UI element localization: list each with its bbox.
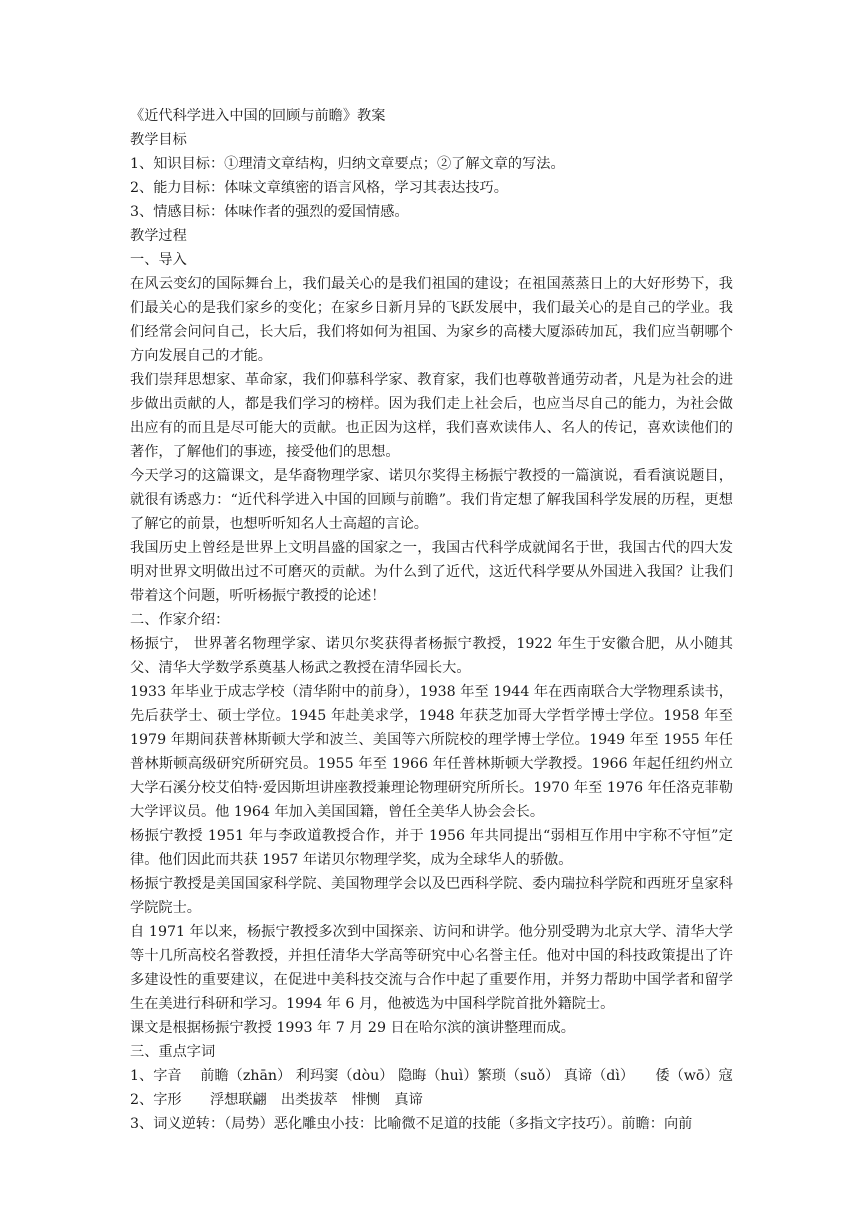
- paragraph: 1933 年毕业于成志学校（清华附中的前身），1938 年至 1944 年在西南联合大学物理系读书，先后获学士、硕士学位。1945 年赴美求学，1948 年获芝加哥大学哲学博士学位。1958 年至 1979 年期间获普林斯顿大学和波兰、美国等六所院校的理学博士学位。1949 年至 1955 年任普林斯顿高级研究所研究员。1955 年至 1966 年任普林斯顿大学教授。1966 年起任纽约州立大学石溪分校艾伯特·爱因斯坦讲座教授兼理论物理研究所所长。1970 年至 1976 年任洛克菲勒大学评议员。他 1964 年加入美国国籍，曾任全美华人协会会长。: [130, 684, 733, 820]
- goal-knowledge: 1、知识目标：①理清文章结构，归纳文章要点；②了解文章的写法。: [130, 156, 565, 172]
- heading-teaching-process: 教学过程: [130, 228, 187, 244]
- heading-author-intro: 二、作家介绍：: [130, 612, 230, 628]
- paragraph: 我国历史上曾经是世界上文明昌盛的国家之一，我国古代科学成就闻名于世，我国古代的四大发明对世界文明做出过不可磨灭的贡献。为什么到了近代，这近代科学要从外国进入我国？让我们带着这个问题，听听杨振宁教授的论述！: [130, 540, 733, 604]
- key-words-characters: 2、字形 浮想联翩 出类拔萃 悱恻 真谛: [130, 1092, 423, 1108]
- paragraph: 课文是根据杨振宁教授 1993 年 7 月 29 日在哈尔滨的演讲整理而成。: [130, 1020, 575, 1036]
- paragraph: 杨振宁， 世界著名物理学家、诺贝尔奖获得者杨振宁教授，1922 年生于安徽合肥，从小随其父、清华大学数学系奠基人杨武之教授在清华园长大。: [130, 636, 733, 676]
- heading-teaching-goals: 教学目标: [130, 132, 187, 148]
- key-words-pronunciation: 1、字音 前瞻（zhān） 利玛窦（dòu） 隐晦（huì）繁琐（suǒ） 真谛（dì） 倭（wō）寇: [130, 1068, 733, 1084]
- document-body: [130, 104, 733, 1136]
- paragraph: 自 1971 年以来，杨振宁教授多次到中国探亲、访问和讲学。他分别受聘为北京大学、清华大学等十几所高校名誉教授，并担任清华大学高等研究中心名誉主任。他对中国的科技政策提出了许多建设性的重要建议，在促进中美科技交流与合作中起了重要作用，并努力帮助中国学者和留学生在美进行科研和学习。1994 年 6 月，他被选为中国科学院首批外籍院士。: [130, 924, 733, 1012]
- heading-key-words: 三、重点字词: [130, 1044, 216, 1060]
- paragraph: 杨振宁教授是美国国家科学院、美国物理学会以及巴西科学院、委内瑞拉科学院和西班牙皇家科学院院士。: [130, 876, 733, 916]
- goal-emotion: 3、情感目标：体味作者的强烈的爱国情感。: [130, 204, 409, 220]
- paragraph: 今天学习的这篇课文，是华裔物理学家、诺贝尔奖得主杨振宁教授的一篇演说，看看演说题目，就很有诱惑力：“近代科学进入中国的回顾与前瞻”。我们肯定想了解我国科学发展的历程，更想了解它的前景，也想听听知名人士高超的言论。: [130, 468, 733, 532]
- paragraph: 在风云变幻的国际舞台上，我们最关心的是我们祖国的建设；在祖国蒸蒸日上的大好形势下，我们最关心的是我们家乡的变化；在家乡日新月异的飞跃发展中，我们最关心的是自己的学业。我们经常会问问自己，长大后，我们将如何为祖国、为家乡的高楼大厦添砖加瓦，我们应当朝哪个方向发展自己的才能。: [130, 276, 733, 364]
- heading-introduction: 一、导入: [130, 252, 187, 268]
- paragraph: 我们崇拜思想家、革命家，我们仰慕科学家、教育家，我们也尊敬普通劳动者，凡是为社会的进步做出贡献的人，都是我们学习的榜样。因为我们走上社会后，也应当尽自己的能力，为社会做出应有的而且是尽可能大的贡献。也正因为这样，我们喜欢读伟人、名人的传记，喜欢读他们的著作，了解他们的事迹，接受他们的思想。: [130, 372, 733, 460]
- paragraph: 杨振宁教授 1951 年与李政道教授合作，并于 1956 年共同提出“弱相互作用中宇称不守恒”定律。他们因此而共获 1957 年诺贝尔物理学奖，成为全球华人的骄傲。: [130, 828, 733, 868]
- goal-ability: 2、能力目标：体味文章缜密的语言风格，学习其表达技巧。: [130, 180, 508, 196]
- key-words-meaning: 3、词义逆转：（局势）恶化雕虫小技：比喻微不足道的技能（多指文字技巧）。前瞻：向前: [130, 1116, 693, 1132]
- document-title: 《近代科学进入中国的回顾与前瞻》教案: [130, 108, 386, 124]
